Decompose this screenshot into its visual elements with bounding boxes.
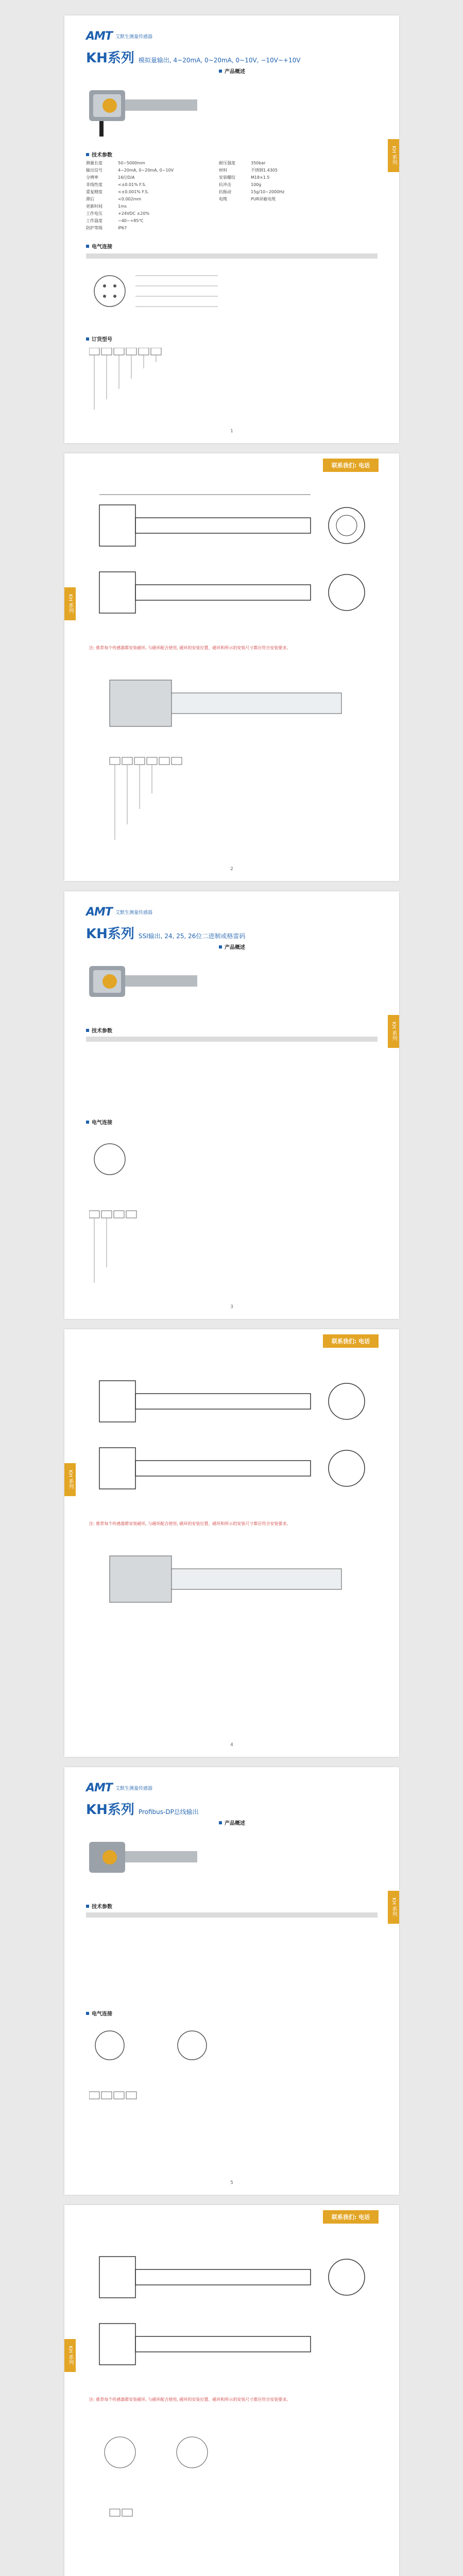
contact-button[interactable]: 联系我们: 电话: [323, 1334, 379, 1348]
series-name: KH系列: [86, 50, 134, 66]
brand-logo-mark: AMT: [86, 1782, 112, 1794]
order-code-diagram: [89, 1133, 378, 1288]
spec-list-right: 耐压强度 350bar 材料 不锈钢1.4305 安装螺纹 M18×1.5 抗冲击 100g 抗振动 15g/10~2000Hz 电缆 PUR屏蔽电缆: [219, 161, 285, 201]
brand-logo: [86, 30, 152, 43]
order-heading: 订货型号: [86, 335, 112, 343]
divider: [86, 253, 378, 259]
contact-button[interactable]: 联系我们: 电话: [323, 459, 379, 472]
divider: [86, 1037, 378, 1042]
drawing-page-4: [64, 1329, 399, 1757]
series-name: KH系列: [86, 926, 134, 942]
side-tab: KH 系列: [388, 1015, 399, 1048]
side-tab: KH 系列: [64, 587, 76, 620]
series-name: KH系列: [86, 1802, 134, 1818]
brand-name: 艾默生测量传感器: [115, 910, 152, 916]
dimension-drawing: [89, 484, 378, 634]
product-page-3: [64, 891, 399, 1319]
side-tab: KH 系列: [388, 1891, 399, 1924]
drawing-page-6: [64, 2205, 399, 2576]
drawing-page-2: [64, 453, 399, 881]
spec-heading: 技术参数: [86, 1026, 112, 1034]
brand-logo-mark: AMT: [86, 30, 112, 43]
order-code-diagram: [89, 348, 378, 415]
features-heading: 产品概述: [219, 1819, 245, 1826]
brand-logo: [86, 906, 152, 919]
sensor-photo: [89, 1821, 197, 1893]
contact-button[interactable]: 联系我们: 电话: [323, 2210, 379, 2224]
install-note: 注: 推荐每个传感器都安装磁环, 与磁环配合使用, 磁环的安装位置、磁环和所示的安装尺寸都应符合安装要求。: [89, 2397, 291, 2402]
features-heading: 产品概述: [219, 67, 245, 75]
electrical-heading: 电气连接: [86, 242, 112, 250]
product-page-1: [64, 15, 399, 443]
divider: [86, 1912, 378, 1918]
order-code-diagram: [89, 2025, 378, 2169]
page-title: [86, 923, 245, 942]
mounting-drawing: [89, 2421, 378, 2576]
page-title: [86, 47, 300, 66]
electrical-heading: 电气连接: [86, 2009, 112, 2017]
wiring-diagram: [89, 265, 223, 322]
page-number: 4: [230, 1742, 233, 1748]
spec-list: 测量长度 50~5000mm 输出信号 4~20mA, 0~20mA, 0~10V 分辨率 16位D/A 非线性度 <±0.01% F.S. 重复精度 <±0.001% F.S. 滞后 <0.002mm 更新时间 1ms 工作电压 +24VDC ±20% 工作温度 −40~+85℃ 防护等级 IP67: [86, 161, 174, 230]
dimension-drawing: [89, 2236, 378, 2385]
page-number: 1: [230, 429, 233, 434]
page-number: 2: [230, 867, 233, 872]
install-note: 注: 推荐每个传感器都安装磁环, 与磁环配合使用, 磁环的安装位置、磁环和所示的安装尺寸都应符合安装要求。: [89, 646, 291, 650]
brand-name: 艾默生测量传感器: [115, 35, 152, 40]
series-subtitle: 模拟量输出, 4~20mA, 0~20mA, 0~10V, −10V~+10V: [138, 57, 301, 64]
brand-name: 艾默生测量传感器: [115, 1786, 152, 1791]
brand-logo-mark: AMT: [86, 906, 112, 919]
page-title: [86, 1799, 199, 1818]
spec-heading: 技术参数: [86, 150, 112, 158]
product-page-5: [64, 1767, 399, 2195]
dimension-drawing: [89, 1360, 378, 1510]
series-subtitle: SSI输出, 24, 25, 26位二进制或格雷码: [138, 933, 246, 940]
sensor-photo: [89, 70, 197, 142]
install-note: 注: 推荐每个传感器都安装磁环, 与磁环配合使用, 磁环的安装位置、磁环和所示的安装尺寸都应符合安装要求。: [89, 1521, 291, 1526]
electrical-heading: 电气连接: [86, 1118, 112, 1126]
brand-logo: [86, 1782, 152, 1794]
mounting-drawing: [89, 670, 378, 855]
features-heading: 产品概述: [219, 943, 245, 951]
series-subtitle: Profibus-DP总线输出: [138, 1808, 199, 1816]
page-number: 3: [230, 1304, 233, 1310]
side-tab: KH 系列: [64, 1463, 76, 1496]
side-tab: KH 系列: [388, 139, 399, 172]
page-number: 5: [230, 2180, 233, 2185]
sensor-photo: [89, 945, 197, 1018]
spec-heading: 技术参数: [86, 1902, 112, 1910]
mounting-drawing: [89, 1546, 378, 1731]
side-tab: KH 系列: [64, 2339, 76, 2372]
